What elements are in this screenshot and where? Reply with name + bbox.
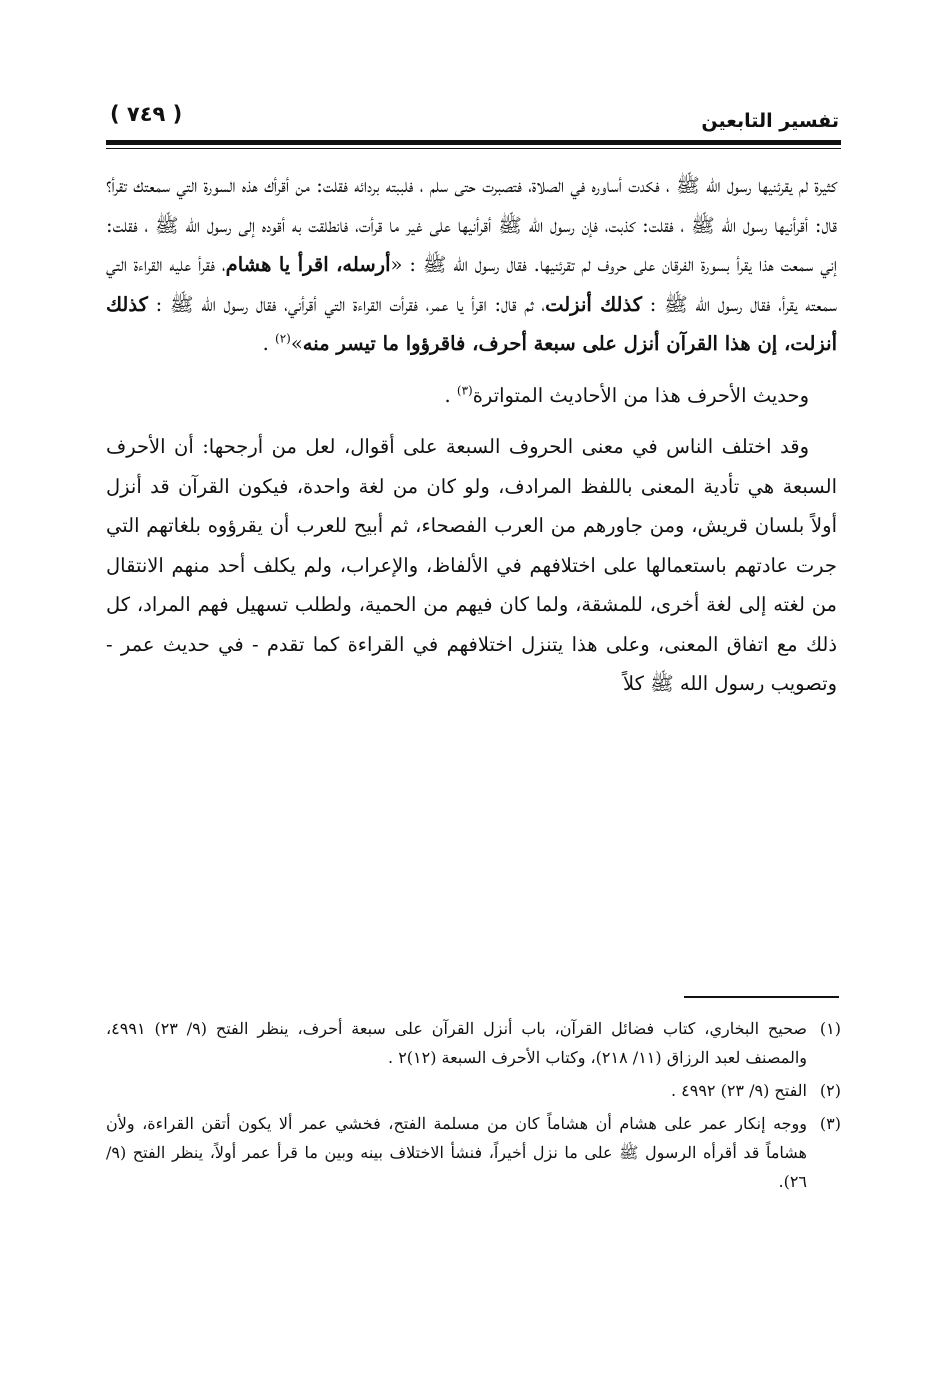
footnote-2: [106, 1076, 841, 1105]
running-title: تفسير التابعين: [701, 110, 839, 132]
hadith-text-1: كثيرة لم يقرئنيها رسول الله ﷺ ، فكدت أساوره في الصلاة، فتصبرت حتى سلم ، فلببته بردائه فقلت: من أقرأك هذه السورة التي سمعتك تقرأ؟ قال: أقرأنيها رسول الله ﷺ ، فقلت: كذبت، فإن رسول الله ﷺ أقرأنيها على غير ما قرأت، فانطلقت به أقوده إلى رسول الله ﷺ ، فقلت: إني سمعت هذا يقرأ بسورة الفرقان على حروف لم تقرئنيها. فقال رسول الله ﷺ : «: [106, 174, 837, 276]
header-rule-thick: [106, 140, 841, 145]
footnote-ref-2[interactable]: (٢): [275, 331, 291, 346]
hadith-text-3: ، ثم قال: اقرأ يا عمر، فقرأت القراءة التي أقرأني، فقال رسول الله ﷺ :: [147, 292, 546, 316]
footnote-1: [106, 1014, 841, 1072]
prophet-quote-2: كذلك أنزلت: [545, 292, 643, 316]
seven-letters-text: وقد اختلف الناس في معنى الحروف السبعة على أقوال، لعل من أرجحها: أن الأحرف السبعة هي تأدية المعنى باللفظ المرادف، ولو كان من لغة واحدة، فيكون القرآن قد أنزل أولاً بلسان قريش، ومن جاورهم من العرب الفصحاء، ثم أبيح للعرب أن يقرؤوه بلغاتهم التي جرت عادتهم باستعمالها على اختلافهم في الألفاظ، والإعراب، ولم يكلف أحد منهم الانتقال من لغته إلى لغة أخرى، للمشقة، ولما كان فيهم من الحمية، ولطلب تسهيل فهم المراد، كل ذلك مع اتفاق المعنى، وعلى هذا يتنزل اختلافهم في القراءة كما تقدم - في حديث عمر - وتصويب رسول الله ﷺ كلاً: [106, 435, 837, 695]
footnote-number: (٣): [819, 1114, 841, 1133]
paragraph-seven-letters: [106, 427, 837, 704]
footnote-text: ووجه إنكار عمر على هشام أن هشاماً كان من مسلمة الفتح، فخشي عمر ألا يكون أتقن القراءة، ولأن هشاماً قد أقرأه الرسول ﷺ على ما نزل أخيراً، فنشأ الاختلاف بينه وبين ما قرأ عمر أولاً، ينظر الفتح (٩/ ٢٦).: [106, 1114, 807, 1191]
footnote-ref-3[interactable]: (٣): [456, 383, 473, 397]
main-text: [106, 166, 837, 704]
paragraph-mutawatir: [106, 376, 837, 416]
closing-quote: »: [290, 332, 303, 355]
footnote-3: [106, 1109, 841, 1196]
footnote-text: صحيح البخاري، كتاب فضائل القرآن، باب أنزل القرآن على سبعة أحرف، ينظر الفتح (٩/ ٢٣) ٤٩٩١، والمصنف لعبد الرزاق (١١/ ٢١٨)، وكتاب الأحرف السبعة (١٢)٢ .: [106, 1019, 808, 1067]
mutawatir-text: وحديث الأحرف هذا من الأحاديث المتواترة: [472, 383, 809, 407]
hadith-end: .: [262, 332, 275, 355]
page-header: [108, 96, 839, 140]
header-rule-thin: [106, 148, 841, 149]
prophet-quote-1: أرسله، اقرأ يا هشام: [225, 253, 391, 276]
footnote-text: الفتح (٩/ ٢٣) ٤٩٩٢ .: [670, 1081, 807, 1100]
footnote-number: (١): [819, 1019, 841, 1038]
footnote-separator: [684, 996, 839, 998]
mutawatir-end: .: [444, 383, 457, 407]
footnotes: [106, 1014, 841, 1200]
paragraph-hadith: [106, 166, 837, 364]
prophet-quote-3: كذلك أنزلت، إن هذا القرآن أنزل على سبعة أحرف، فاقرؤوا ما تيسر منه: [106, 292, 837, 355]
hadith-text-2: ، فقرأ عليه القراءة التي سمعته يقرأ، فقال رسول الله ﷺ :: [106, 253, 837, 316]
footnote-number: (٢): [819, 1081, 841, 1100]
page-number: ( ٧٤٩ ): [110, 102, 183, 126]
